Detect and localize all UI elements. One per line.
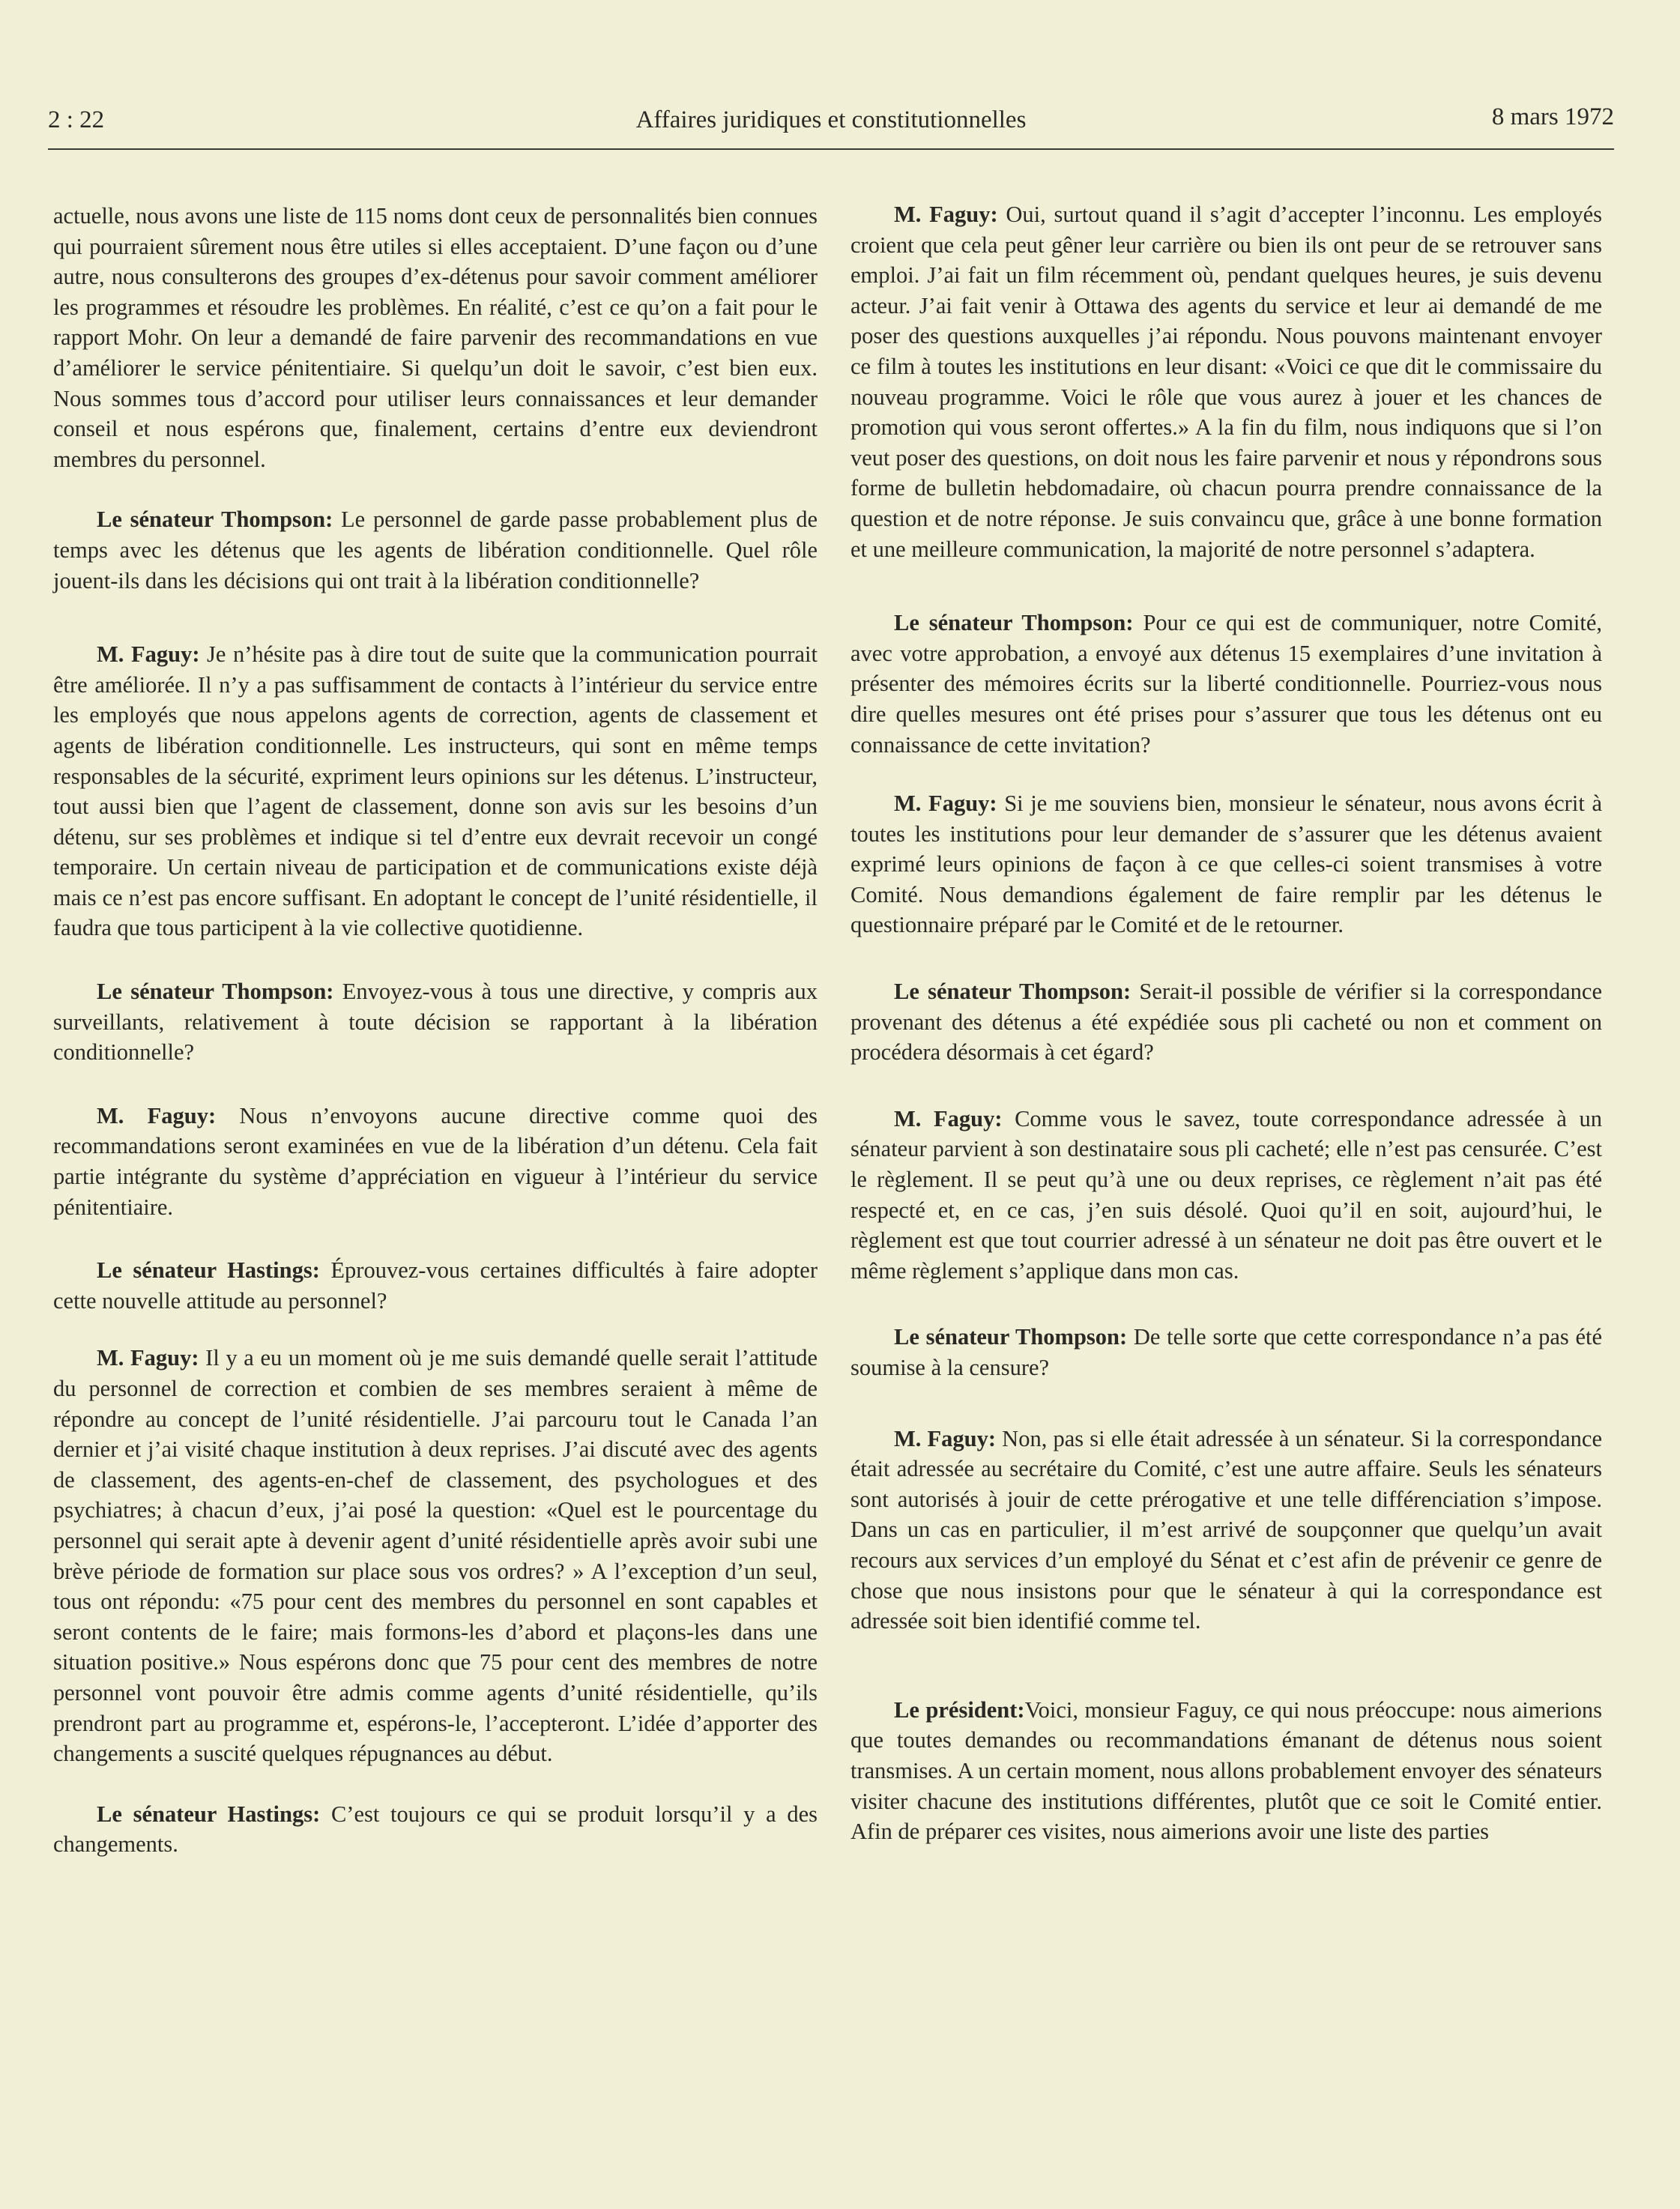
paragraph	[850, 199, 1602, 564]
paragraph	[850, 1695, 1602, 1847]
paragraph	[53, 201, 818, 474]
speaker-name: M. Faguy:	[894, 1105, 1003, 1131]
page-number: 2 : 22	[48, 106, 105, 133]
paragraph	[53, 1101, 818, 1222]
paragraph	[850, 788, 1602, 940]
paragraph-text: Pour ce qui est de communiquer, notre Comité, avec votre approbation, a envoyé aux détenus 15 exemplaires d’une invitation à présenter des mémoires écrits sur la liberté conditionnelle. Pourriez-vous nous dire quelles mesures ont été prises pour s’assurer que tous les détenus ont eu connaissance de cette invitation?	[850, 610, 1602, 758]
paragraph	[850, 976, 1602, 1068]
speaker-name: M. Faguy:	[894, 791, 997, 817]
paragraph-text: actuelle, nous avons une liste de 115 noms dont ceux de personnalités bien connues qui pourraient sûrement nous être utiles si elles acceptaient. D’une façon ou d’une autre, nous consulterons des groupes d’ex-détenus pour savoir comment améliorer les programmes et résoudre les problèmes. En réalité, c’est ce qu’on a fait pour le rapport Mohr. On leur a demandé de faire parvenir des recommandations en vue d’améliorer le service pénitentiaire. Si quelqu’un doit le savoir, c’est bien eux. Nous sommes tous d’accord pour utiliser leurs connaissances et leur demander conseil et nous espérons que, finalement, certains d’entre eux deviendront membres du personnel.	[53, 203, 818, 472]
speaker-name: M. Faguy:	[894, 1425, 997, 1451]
speaker-name: Le sénateur Thompson:	[894, 1324, 1128, 1350]
paragraph	[850, 608, 1602, 760]
running-title: Affaires juridiques et constitutionnelles	[635, 106, 1027, 133]
paragraph-text: Si je me souviens bien, monsieur le sénateur, nous avons écrit à toutes les institutions pour leur demander de s’assurer que les détenus avaient exprimé leurs opinions de façon à ce que celles-ci soient transmises à votre Comité. Nous demandions également de faire remplir par les détenus le questionnaire préparé par le Comité et de le retourner.	[850, 791, 1602, 938]
speaker-name: Le sénateur Hastings:	[97, 1801, 321, 1827]
paragraph-text: De telle sorte que cette correspondance n’a pas été soumise à la censure?	[850, 1324, 1602, 1380]
right-column	[850, 199, 1602, 1874]
paragraph-text: Le personnel de garde passe probablement plus de temps avec les détenus que les agents de libération conditionnelle. Quel rôle jouent-ils dans les décisions qui ont trait à la libération conditionnelle?	[53, 507, 818, 593]
speaker-name: Le sénateur Thompson:	[97, 979, 334, 1005]
page-date: 8 mars 1972	[1491, 103, 1614, 130]
speaker-name: M. Faguy:	[97, 1102, 217, 1128]
paragraph-text: Nous n’envoyons aucune directive comme quoi des recommandations seront examinées en vue de la libération d’un détenu. Cela fait partie intégrante du système d’appréciation en vigueur à l’intérieur du service pénitentiaire.	[53, 1102, 818, 1220]
paragraph-text: Je n’hésite pas à dire tout de suite que la communication pourrait être améliorée. Il n’y a pas suffisamment de contacts à l’intérieur du service entre les employés que nous appelons agents de correction, agents de classement et agents de libération conditionnelle. Les instructeurs, qui sont en même temps responsables de la sécurité, expriment leurs opinions sur les détenus. L’instructeur, tout aussi bien que l’agent de classement, donne son avis sur les besoins d’un détenu, sur ses problèmes et indique si tel d’entre eux devrait recevoir un congé temporaire. Un certain niveau de participation et de communications existe déjà mais ce n’est pas encore suffisant. En adoptant le concept de l’unité résidentielle, il faudra que tous participent à la vie collective quotidienne.	[53, 641, 818, 941]
paragraph	[53, 976, 818, 1068]
paragraph	[850, 1322, 1602, 1382]
paragraph-text: Éprouvez-vous certaines difficultés à faire adopter cette nouvelle attitude au personnel?	[53, 1257, 818, 1314]
paragraph-text: Non, pas si elle était adressée à un sénateur. Si la correspondance était adressée au secrétaire du Comité, c’est une autre affaire. Seuls les sénateurs sont autorisés à jouir de cette prérogative et une telle différenciation s’impose. Dans un cas en particulier, il m’est arrivé de soupçonner que quelqu’un avait recours aux services d’un employé du Sénat et c’est afin de prévenir ce genre de chose que nous insistons pour que le sénateur à qui la correspondance est adressée soit bien identifié comme tel.	[850, 1425, 1602, 1634]
page-header	[48, 103, 1614, 150]
paragraph-text: Serait-il possible de vérifier si la correspondance provenant des détenus a été expédiée sous pli cacheté ou non et comment on procédera désormais à cet égard?	[850, 979, 1602, 1066]
speaker-name: M. Faguy:	[97, 1345, 199, 1371]
paragraph-text: Voici, monsieur Faguy, ce qui nous préoccupe: nous aimerions que toutes demandes ou recommandations émanant de détenus nous soient transmises. A un certain moment, nous allons probablement envoyer des sénateurs visiter chacune des institutions différentes, plutôt que ce soit le Comité entier. Afin de préparer ces visites, nous aimerions avoir une liste des parties	[850, 1696, 1603, 1845]
paragraph-text: Envoyez-vous à tous une directive, y compris aux surveillants, relativement à toute décision se rapportant à la libération conditionnelle?	[53, 979, 818, 1066]
speaker-name: Le sénateur Thompson:	[97, 507, 333, 533]
paragraph	[850, 1104, 1602, 1287]
paragraph	[53, 1799, 818, 1860]
left-column	[53, 201, 818, 1887]
paragraph	[53, 1343, 818, 1768]
speaker-name: M. Faguy:	[894, 202, 998, 227]
speaker-name: Le sénateur Thompson:	[894, 610, 1134, 636]
paragraph	[53, 639, 818, 943]
paragraph-text: Oui, surtout quand il s’agit d’accepter l’inconnu. Les employés croient que cela peut gêner leur carrière ou bien ils ont peur de se retrouver sans emploi. J’ai fait un film récemment où, pendant quelques heures, je suis devenu acteur. J’ai fait venir à Ottawa des agents du service et leur ai demandé de me poser des questions auxquelles j’ai répondu. Nous pouvons maintenant envoyer ce film à toutes les institutions en leur disant: «Voici ce que dit le commissaire du nouveau programme. Voici le rôle que vous aurez à jouer et les chances de promotion qui vous seront offertes.» A la fin du film, nous indiquons que si l’on veut poser des questions, on doit nous les faire parvenir et nous y répondrons sous forme de bulletin hebdomadaire, où chacun pourra prendre connaissance de la question et de notre réponse. Je suis convaincu que, grâce à une bonne formation et une meilleure communication, la majorité de notre personnel s’adaptera.	[850, 202, 1603, 562]
paragraph-text: Il y a eu un moment où je me suis demandé quelle serait l’attitude du personnel de correction et combien de ses membres seraient à même de répondre au concept de l’unité résidentielle. J’ai parcouru tout le Canada l’an dernier et j’ai visité chaque institution à deux reprises. J’ai discuté avec des agents de classement, des agents-en-chef de classement, des psychologues et des psychiatres; à chacun d’eux, j’ai posé la question: «Quel est le pourcentage du personnel qui serait apte à devenir agent d’unité résidentielle après avoir subi une brève période de formation sur place sous vos ordres? » A l’exception d’un seul, tous ont répondu: «75 pour cent des membres du personnel en sont capables et seront contents de le faire; mais formons-les d’abord et plaçons-les dans une situation positive.» Nous espérons donc que 75 pour cent des membres de notre personnel vont pouvoir être admis comme agents d’unité résidentielle, qu’ils prendront part au programme et, espérons-le, l’accepteront. L’idée d’apporter des changements a suscité quelques répugnances au début.	[53, 1345, 818, 1767]
paragraph-text: Comme vous le savez, toute correspondance adressée à un sénateur parvient à son destinataire sous pli cacheté; elle n’est pas censurée. C’est le règlement. Il se peut qu’à une ou deux reprises, ce règlement n’ait pas été respecté et, en ce cas, j’en suis désolé. Quoi qu’il en soit, aujourd’hui, le règlement est que tout courrier adressé à un sénateur ne doit pas être ouvert et le même règlement s’applique dans mon cas.	[850, 1105, 1602, 1284]
paragraph	[53, 504, 818, 596]
speaker-name: Le sénateur Thompson:	[894, 979, 1131, 1005]
speaker-name: M. Faguy:	[97, 641, 200, 668]
paragraph	[53, 1255, 818, 1316]
paragraph-text: C’est toujours ce qui se produit lorsqu’il y a des changements.	[53, 1801, 818, 1858]
speaker-name: Le sénateur Hastings:	[97, 1257, 320, 1284]
speaker-name: Le président:	[894, 1696, 1025, 1723]
paragraph	[850, 1424, 1602, 1637]
